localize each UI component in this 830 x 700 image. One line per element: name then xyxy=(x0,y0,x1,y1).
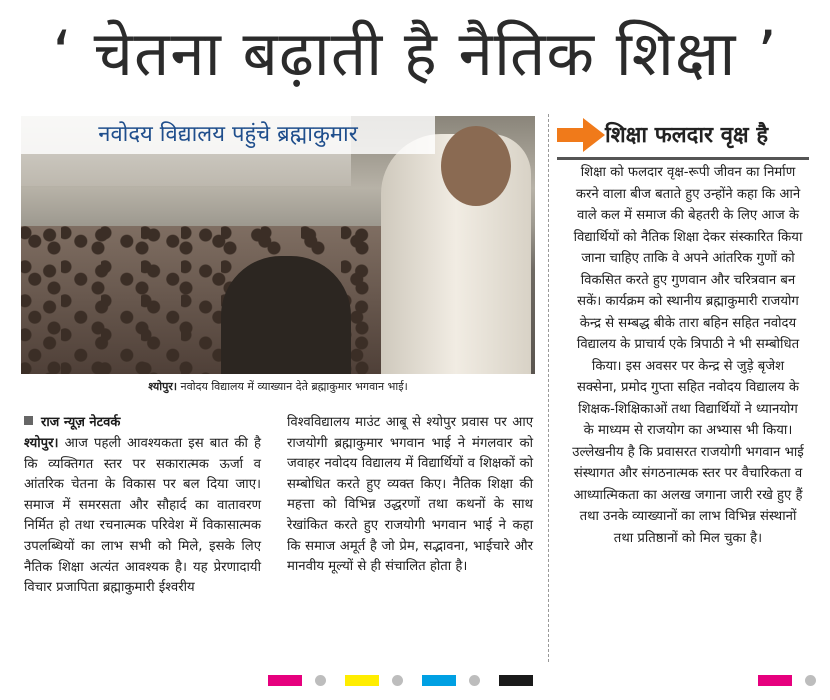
swatch-dot xyxy=(805,675,816,686)
dateline: श्योपुर। xyxy=(24,436,59,451)
headline: ‘ चेतना बढ़ाती है नैतिक शिक्षा ’ xyxy=(52,17,778,90)
photo-banner: नवोदय विद्यालय पहुंचे ब्रह्माकुमार xyxy=(21,116,435,154)
swatch-magenta xyxy=(268,675,302,686)
article-photo xyxy=(21,116,535,374)
byline-text: राज न्यूज़ नेटवर्क xyxy=(41,415,121,430)
arrow-right-icon xyxy=(557,118,605,152)
sidebar-body: शिक्षा को फलदार वृक्ष-रूपी जीवन का निर्माण करने वाला बीज बताते हुए उन्होंने कहा कि आने वाले कल में समाज की बेहतरी के लिए आज के विद्यार्थियों को नैतिक शिक्षा देकर संस्कारित किया जाना चाहिए ताकि वे अपने आंतरिक गुणों को विकसित करते हुए गुणवान और चरित्रवान बन सकें। कार्यक्रम को स्थानीय ब्रह्माकुमारी राजयोग केन्द्र से सम्बद्ध बीके तारा बहिन सहित नवोदय विद्यालय के प्राचार्य एके त्रिपाठी ने भी सम्बोधित किया। इस अवसर पर केन्द्र से जुड़े बृजेश सक्सेना, प्रमोद गुप्ता सहित नवोदय विद्यालय के शिक्षक-शिक्षिकाओं तथा विद्यार्थियों ने ध्यानयोग के माध्यम से राजयोग का अभ्यास भी किया। उल्लेखनीय है कि प्रवासरत राजयोगी भगवान भाई संस्थागत और संगठनात्मक स्तर पर वैचारिकता व आध्यात्मिकता का अलख जगाना जारी रखे हुए हैं तथा उनके व्याख्यानों का लाभ विभिन्न संस्थानों तथा प्रतिष्ठानों को मिल चुका है। xyxy=(572,165,804,546)
article-column-1 xyxy=(24,434,261,599)
swatch-dot xyxy=(469,675,480,686)
photo-speaker-head xyxy=(441,126,511,206)
sidebar-title-rule xyxy=(557,157,809,160)
swatch-magenta xyxy=(758,675,792,686)
caption-text: नवोदय विद्यालय में व्याख्यान देते ब्रह्माकुमार भगवान भाई। xyxy=(177,380,408,393)
byline xyxy=(24,412,120,430)
swatch-dot xyxy=(392,675,403,686)
swatch-dot xyxy=(315,675,326,686)
column-divider xyxy=(548,114,549,662)
caption-place: श्योपुर। xyxy=(148,380,178,393)
byline-square-icon xyxy=(24,416,33,425)
article-column-2: विश्वविद्यालय माउंट आबू से श्योपुर प्रवास पर आए राजयोगी ब्रह्माकुमार भगवान भाई ने मंगलवार को जवाहर नवोदय विद्यालय में विद्यार्थियों व शिक्षकों को सम्बोधित करते हुए व्यक्त किए। नैतिक शिक्षा की महत्ता को विभिन्न उद्धरणों तथा कथनों के साथ रेखांकित करते हुए राजयोगी भगवान भाई ने कहा कि समाज अमूर्त है जो प्रेम, सद्भावना, भाईचारे और मानवीय मूल्यों से ही संचालित होता है। xyxy=(287,415,533,575)
article-column-1-text: आज पहली आवश्यकता इस बात की है कि व्यक्तिगत स्तर पर सकारात्मक ऊर्जा व आंतरिक चेतना के विकास पर बल दिया जाए। समाज में समरसता और सौहार्द का वातावरण निर्मित हो तथा रचनात्मक परिवेश में विकासात्मक उपलब्धियों का लाभ सभी को मिले, इसके लिए नैतिक शिक्षा अत्यंत आवश्यक है। यह प्रेरणादायी विचार प्रजापिता ब्रह्माकुमारी ईश्वरीय xyxy=(24,436,261,596)
print-registration-marks xyxy=(0,672,830,690)
photo-caption xyxy=(21,376,535,398)
sidebar-title: शिक्षा फलदार वृक्ष है xyxy=(605,123,769,148)
photo-foreground-listener xyxy=(221,256,351,374)
swatch-cyan xyxy=(422,675,456,686)
swatch-black xyxy=(499,675,533,686)
swatch-yellow xyxy=(345,675,379,686)
